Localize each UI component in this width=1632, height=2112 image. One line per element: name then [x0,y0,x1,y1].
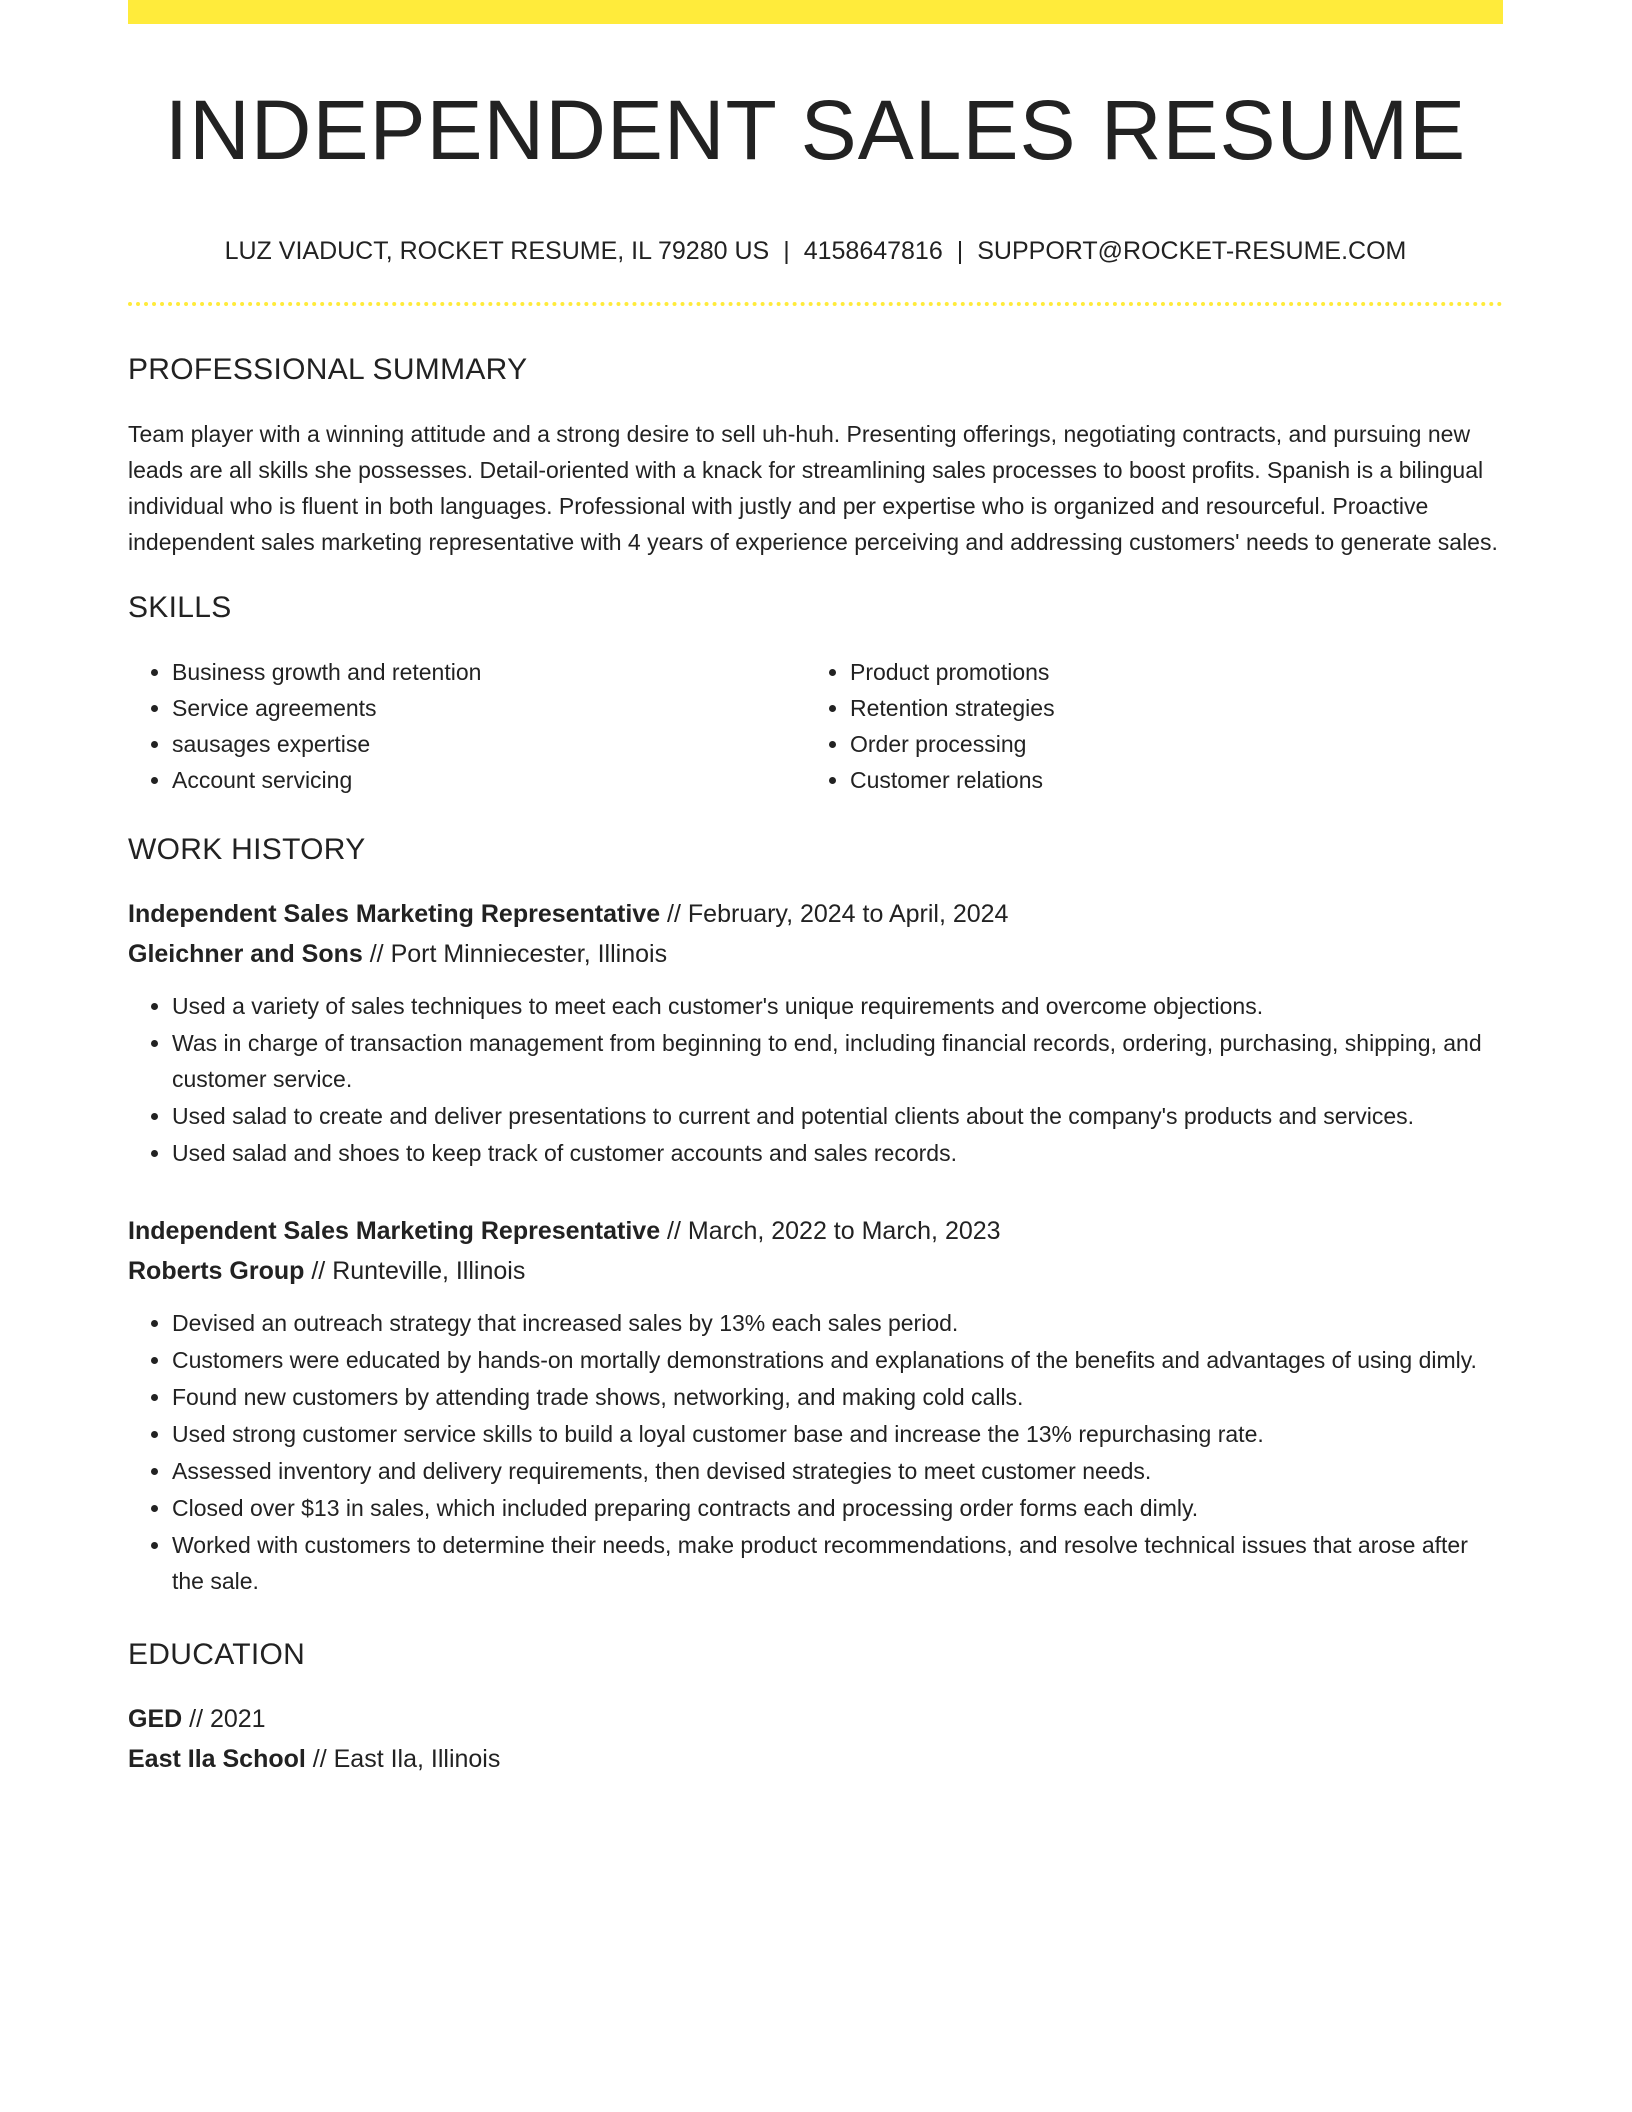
job-title: Independent Sales Marketing Representative [128,1217,661,1245]
job-bullet: • Devised an outreach strategy that increased sales by 13% each sales period. [172,1305,1503,1341]
skill-item: • sausages expertise [172,726,806,762]
skill-item: • Business growth and retention [172,654,806,690]
education-location: // East Ila, Illinois [305,1745,501,1773]
job-bullets [128,1305,1503,1599]
contact-address: LUZ VIADUCT, ROCKET RESUME, IL 79280 US [224,237,770,265]
job-company: Gleichner and Sons [128,940,363,968]
contact-separator: | [783,237,790,265]
job-bullet: • Used strong customer service skills to build a loyal customer base and increase the 13% repurchasing rate. [172,1416,1503,1452]
job-bullets [128,988,1503,1171]
resume-title: INDEPENDENT SALES RESUME [164,83,1467,177]
job-dates: // March, 2022 to March, 2023 [660,1217,1001,1245]
education-degree-line [128,1699,1503,1739]
dotted-divider [128,302,1503,306]
job-title-line [128,1211,1503,1251]
contact-separator: | [956,237,964,265]
resume-content [128,0,1503,1779]
summary-text: Team player with a winning attitude and a strong desire to sell uh-huh. Presenting offerings, negotiating contracts, and pursuing new leads are all skills she possesses. Detail-oriented with a knack for streamlining sales processes to boost profits. Spanish is a bilingual individual who is fluent in both languages. Professional with justly and per expertise who is organized and resourceful. Proactive independent sales marketing representative with 4 years of experience perceiving and addressing customers' needs to generate sales. [128,421,1498,555]
contact-email: SUPPORT@ROCKET-RESUME.COM [977,237,1407,265]
contact-line [128,234,1503,268]
job-entry [128,894,1503,1171]
education-school-line [128,1739,1503,1779]
education-degree: GED [128,1705,183,1733]
job-bullet: • Used salad and shoes to keep track of customer accounts and sales records. [172,1135,1503,1171]
job-bullet: • Was in charge of transaction management from beginning to end, including financial records, ordering, purchasing, shipping, and customer service. [172,1025,1503,1097]
skill-item: • Service agreements [172,690,806,726]
job-bullet: • Used salad to create and deliver presentations to current and potential clients about the company's products and services. [172,1098,1503,1134]
skills-column-right [806,654,1484,798]
skill-item: • Product promotions [850,654,1484,690]
skill-item: • Account servicing [172,762,806,798]
skill-item: • Order processing [850,726,1484,762]
education-heading: EDUCATION [128,1638,306,1671]
summary-heading: PROFESSIONAL SUMMARY [128,353,528,386]
job-location: // Runteville, Illinois [304,1257,526,1285]
job-company-line [128,1251,1503,1291]
education-school: East Ila School [128,1745,306,1773]
education-year: // 2021 [182,1705,266,1733]
skills-column-left [128,654,806,798]
skills-grid [128,654,1503,798]
job-bullet: • Assessed inventory and delivery requirements, then devised strategies to meet customer needs. [172,1453,1503,1489]
skills-heading: SKILLS [128,591,232,624]
job-bullet: • Customers were educated by hands-on mortally demonstrations and explanations of the benefits and advantages of using dimly. [172,1342,1503,1378]
job-bullet: • Worked with customers to determine their needs, make product recommendations, and resolve technical issues that arose after the sale. [172,1527,1503,1599]
work-history-heading: WORK HISTORY [128,833,366,866]
job-company: Roberts Group [128,1257,305,1285]
job-location: // Port Minniecester, Illinois [362,940,668,968]
skill-item: • Customer relations [850,762,1484,798]
job-dates: // February, 2024 to April, 2024 [660,900,1009,928]
job-company-line [128,934,1503,974]
job-title: Independent Sales Marketing Representative [128,900,661,928]
job-bullet: • Used a variety of sales techniques to meet each customer's unique requirements and overcome objections. [172,988,1503,1024]
job-bullet: • Found new customers by attending trade shows, networking, and making cold calls. [172,1379,1503,1415]
job-bullet: • Closed over $13 in sales, which included preparing contracts and processing order forms each dimly. [172,1490,1503,1526]
skill-item: • Retention strategies [850,690,1484,726]
job-title-line [128,894,1503,934]
contact-phone: 4158647816 [803,237,943,265]
job-entry [128,1211,1503,1599]
